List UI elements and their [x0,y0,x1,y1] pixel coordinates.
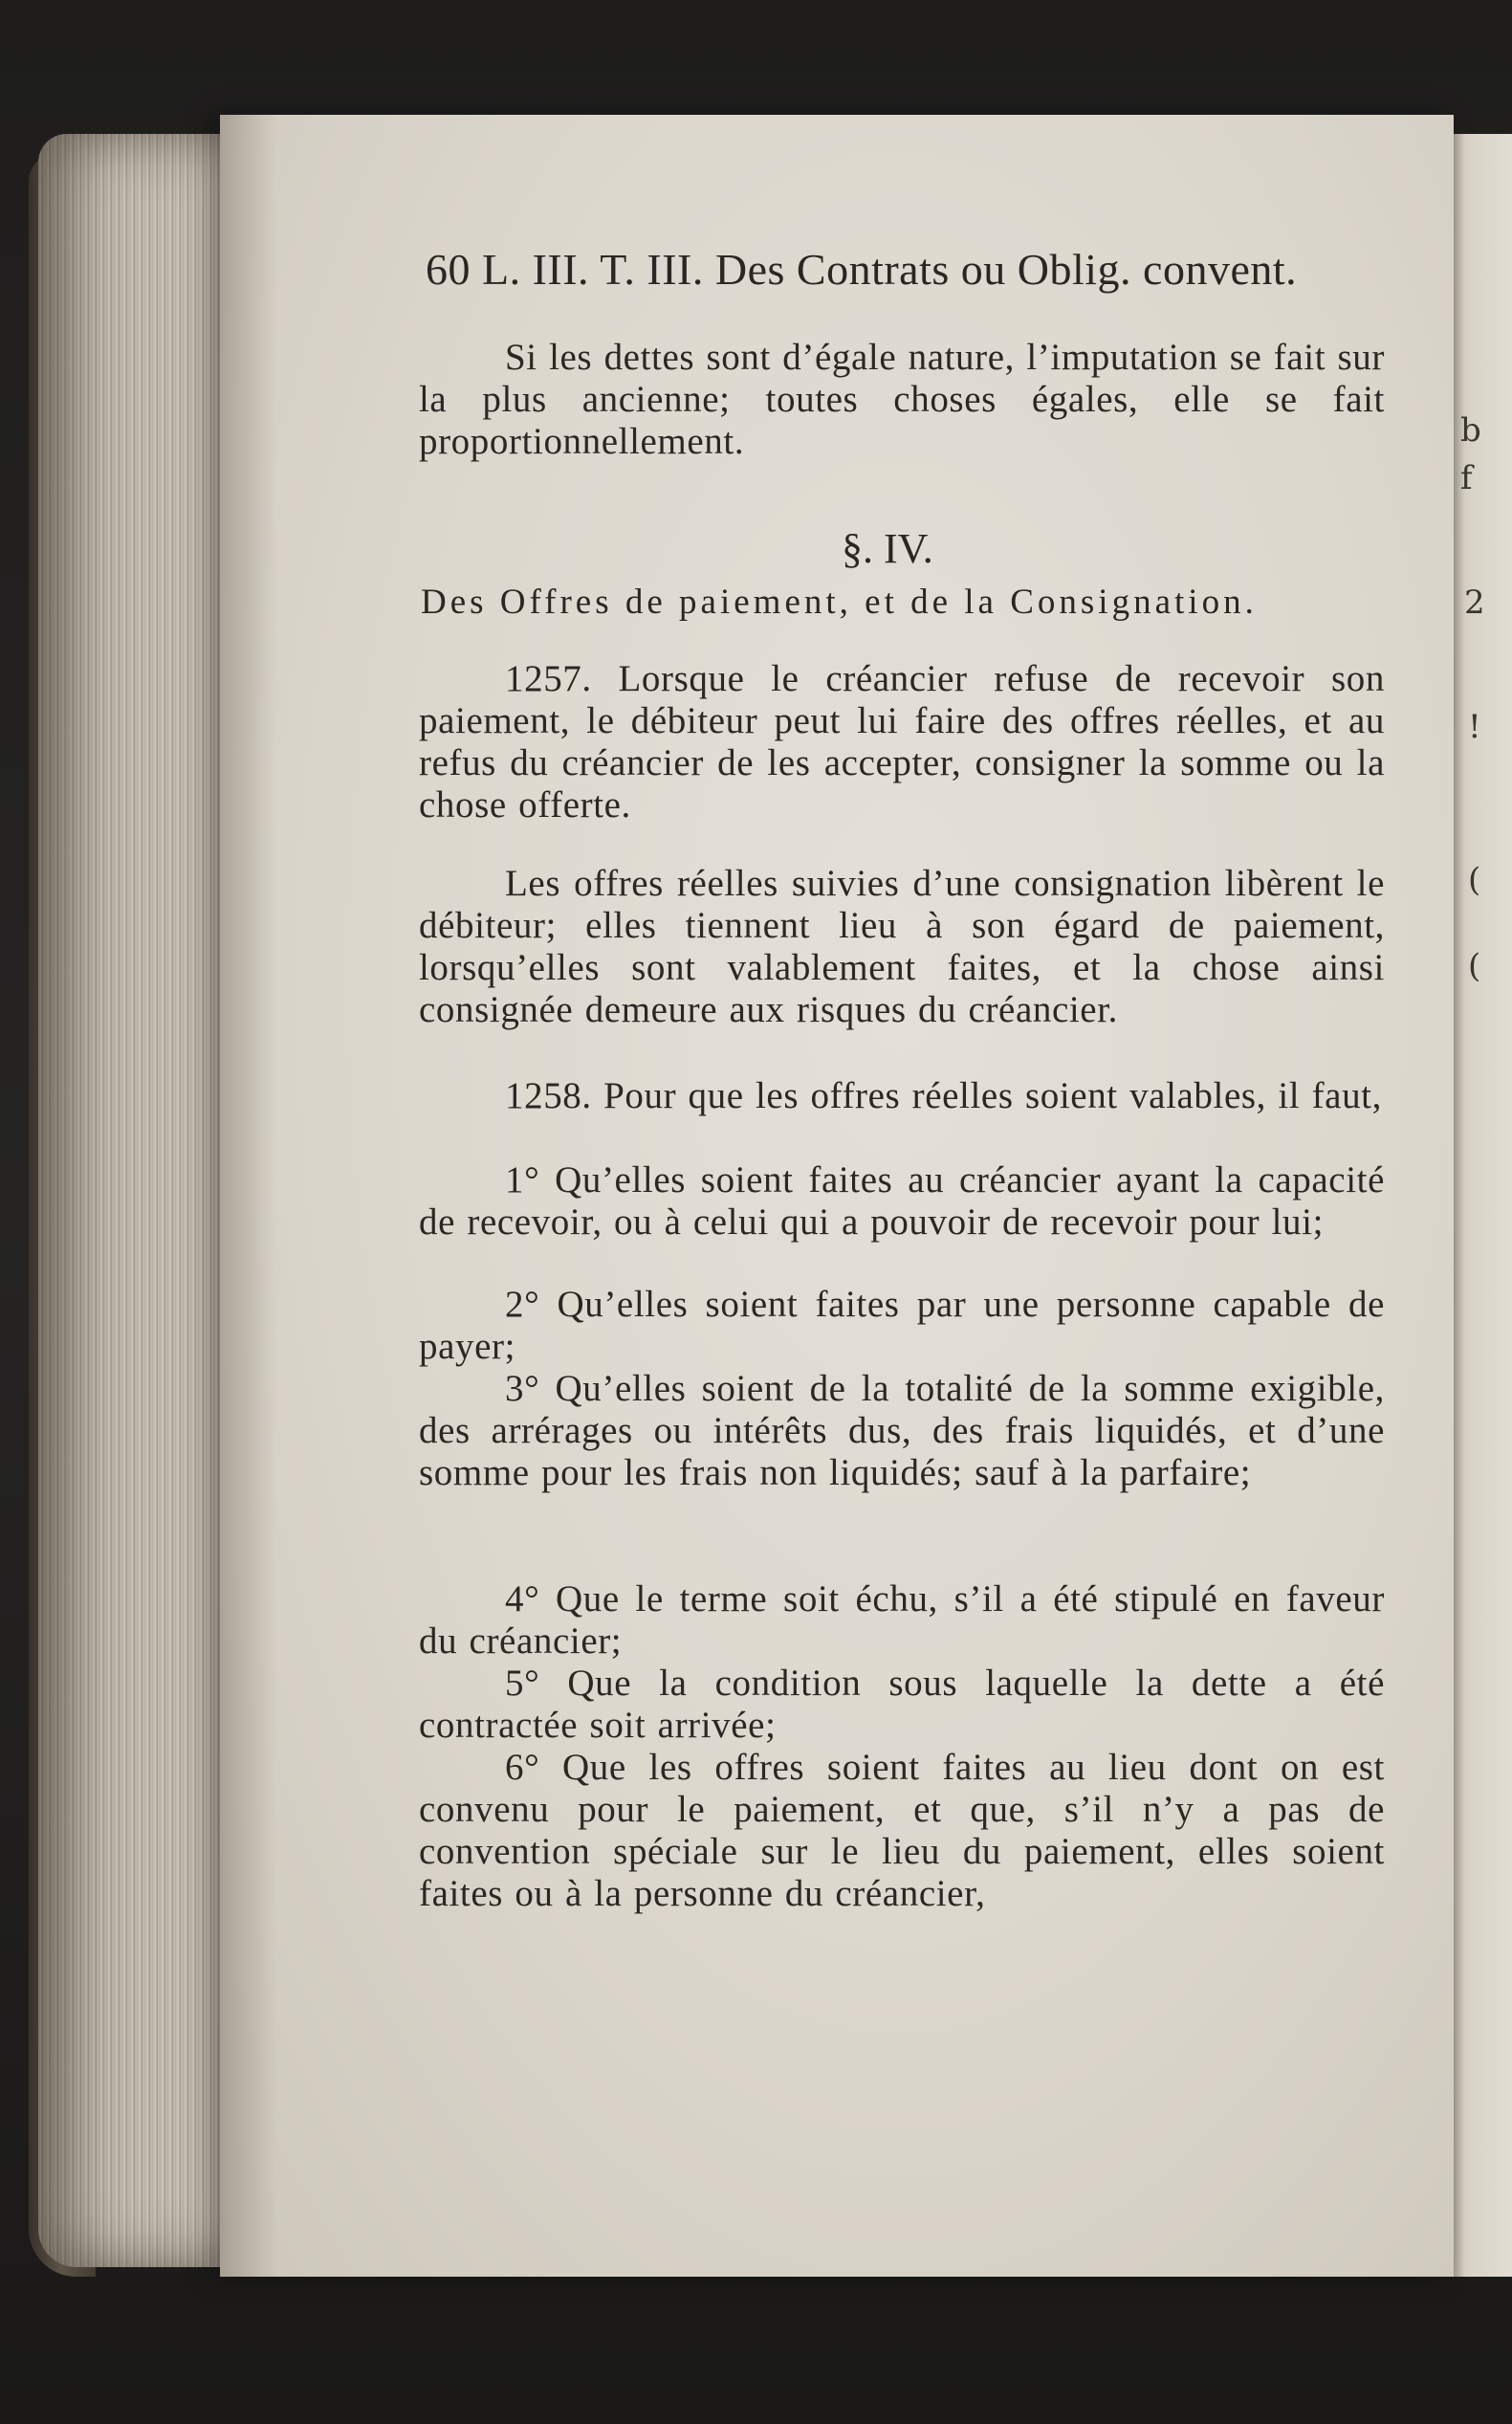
condition-3: 3° Qu’elles soient de la totalité de la somme exigible, des arrérages ou intérêts dus, des frais liquidés, et d’une somme pour les frais non liquidés; sauf à la parfaire; [419,1368,1385,1493]
section-title: Des Offres de paiement, et de la Consignation. [421,583,1258,622]
condition-1: 1° Qu’elles soient faites au créancier ayant la capacité de recevoir, ou à celui qui a pouvoir de recevoir pour lui; [419,1159,1385,1243]
article-1258: 1258. Pour que les offres réelles soient valables, il faut, [505,1075,1382,1116]
page-gutter-shadow [220,115,277,2277]
condition-5: 5° Que la condition sous laquelle la dette a été contractée soit arrivée; [419,1663,1385,1746]
intro-paragraph: Si les dettes sont d’égale nature, l’imputation se fait sur la plus ancienne; toutes choses égales, elle se fait proportionnellement. [419,337,1385,462]
condition-2: 2° Qu’elles soient faites par une personne capable de payer; [419,1284,1385,1367]
running-header: 60 L. III. T. III. Des Contrats ou Oblig. convent. [426,245,1298,294]
article-1257: 1257. Lorsque le créancier refuse de recevoir son paiement, le débiteur peut lui faire des offres réelles, et au refus du créancier de les accepter, consigner la somme ou la chose offerte. [419,658,1385,826]
condition-6: 6° Que les offres soient faites au lieu dont on est convenu pour le paiement, et que, s’il n’y a pas de convention spéciale sur le lieu du paiement, elles soient faites ou à la personne du créancier, [419,1747,1385,1914]
neighbour-glyph: f [1460,459,1473,497]
section-number: §. IV. [842,525,933,572]
neighbour-glyph: ( [1468,861,1481,899]
neighbour-glyph: 2 [1464,584,1485,622]
neighbour-page-edge [1449,134,1512,2277]
neighbour-glyph: ( [1468,947,1481,985]
article-1257-paragraph-2: Les offres réelles suivies d’une consignation libèrent le débiteur; elles tiennent lieu à son égard de paiement, lorsqu’elles sont valablement faites, et la chose ainsi consignée demeure aux risques du créancier. [419,863,1385,1030]
neighbour-glyph: ! [1468,708,1481,746]
condition-4: 4° Que le terme soit échu, s’il a été stipulé en faveur du créancier; [419,1578,1385,1662]
page-edges [38,134,239,2267]
neighbour-glyph: b [1460,411,1481,450]
